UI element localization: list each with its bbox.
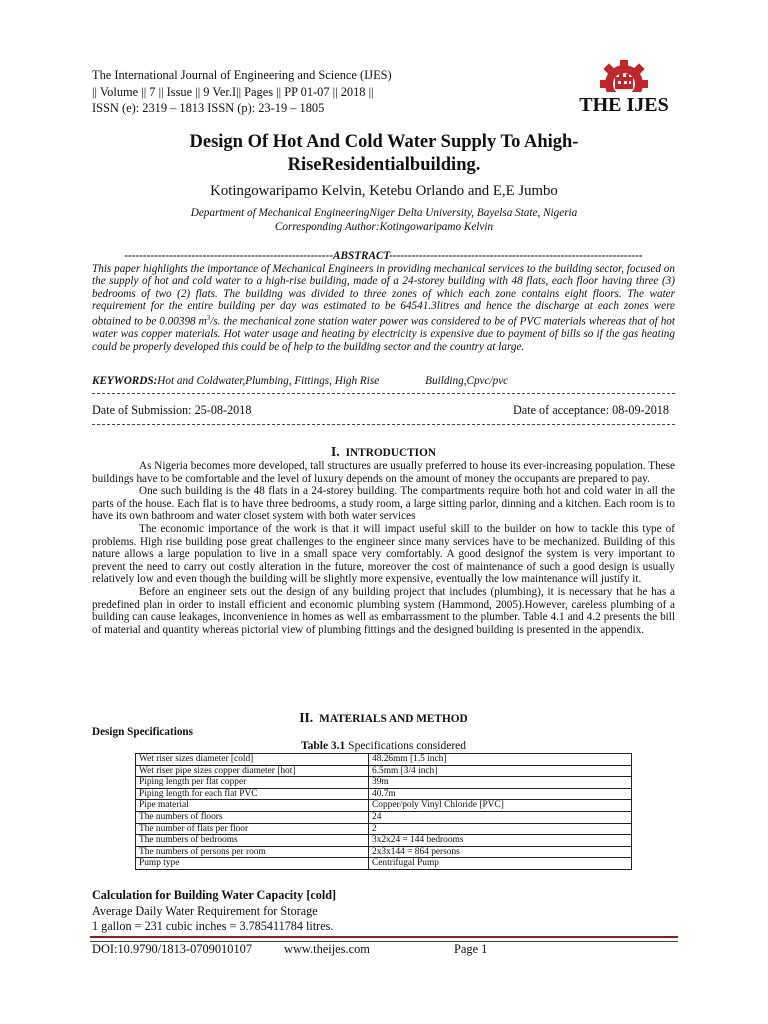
abstract-text <box>92 263 675 353</box>
table-cell: 48.26mm [1.5 inch] <box>369 754 632 766</box>
journal-website: www.theijes.com <box>284 942 370 956</box>
title-line-1: Design Of Hot And Cold Water Supply To Ahigh- <box>189 132 579 152</box>
table-row <box>136 846 632 858</box>
abstract-part-1: This paper highlights the importance of Mechanical Engineers in providing mechanical services to the building sector, focused on the supply of hot and cold water to a high-rise building, made of a 24-storey building with 48 flats, each floor having three (3) bedrooms of two (2) flats. The building was divided to three zones of which each zone contains eight floors. The water requirement for the entire building per day was estimated to be 64541.3litres and hence the discharge at each zones were obtained to be 0.00398 m <box>92 263 675 328</box>
acceptance-date: Date of acceptance: 08-09-2018 <box>513 403 669 417</box>
keywords-tail: Building,Cpvc/pvc <box>425 375 509 387</box>
specifications-table <box>135 753 632 870</box>
design-spec-heading: Design Specifications <box>92 726 193 738</box>
table-row <box>136 823 632 835</box>
table-cell: The numbers of floors <box>136 811 369 823</box>
section-title: INTRODUCTION <box>345 447 437 459</box>
table-cell: 2 <box>369 823 632 835</box>
table-caption-text: Specifications considered <box>345 740 467 752</box>
table-cell: Wet riser sizes diameter [cold] <box>136 754 369 766</box>
abstract-part-2: /s. the mechanical zone station water power was considered to be of PVC materials whereas that of hot water was copper materials. Hot water usage and heating by electricity is expensive due to payment of bills so if the gas heating could be properly developed this could be of help to the building sector and the country at large. <box>92 315 675 353</box>
intro-paragraph: Before an engineer sets out the design of any building project that includes (plumbing), it is necessary that he has a predefined plan in order to install efficient and economic plumbing system (Hammond, 2005).However, careless plumbing of a building can cause leakages, inconvenience in homes as well as embarrassment to the plumber. Table 4.1 and 4.2 presents the bill of material and quantity whereas pictorial view of plumbing fittings and the designed building is presented in the appendix. <box>92 585 675 636</box>
calc-line: 1 gallon = 231 cubic inches = 3.785411784 litres. <box>92 919 334 933</box>
calc-heading: Calculation for Building Water Capacity [cold] <box>92 888 337 902</box>
abstract-superscript: 3 <box>206 314 211 323</box>
affiliation-block <box>80 206 688 234</box>
table-caption-label: Table 3.1 <box>300 740 346 752</box>
table-cell: Piping length for each flat PVC <box>136 788 369 800</box>
volume-info: || Volume || 7 || Issue || 9 Ver.I|| Pages || PP 01-07 || 2018 || <box>92 84 374 99</box>
affiliation: Department of Mechanical EngineeringNiger Delta University, Bayelsa State, Nigeria <box>190 207 578 219</box>
table-cell: Wet riser pipe sizes copper diameter [hot] <box>136 765 369 777</box>
divider-top <box>92 393 675 394</box>
table-cell: Piping length per flat copper <box>136 777 369 789</box>
table-cell: 2x3x144 = 864 persons <box>369 846 632 858</box>
table-cell: 39m <box>369 777 632 789</box>
intro-paragraph: As Nigeria becomes more developed, tall structures are usually preferred to house its ever-increasing population. These buildings have to be comfortable and the level of luxury depends on the amount of money the occupants are prepared to pay. <box>92 460 675 485</box>
table-row <box>136 800 632 812</box>
table-cell: The number of flats per floor <box>136 823 369 835</box>
table-cell: 40.7m <box>369 788 632 800</box>
section-number: II. <box>299 710 314 725</box>
section-title: MATERIALS AND METHOD <box>319 713 468 725</box>
calculation-block <box>92 888 336 935</box>
table-row <box>136 765 632 777</box>
authors: Kotingowaripamo Kelvin, Ketebu Orlando and E,E Jumbo <box>210 183 558 199</box>
keywords <box>92 375 675 388</box>
doi: DOI:10.9790/1813-0709010107 <box>92 942 253 956</box>
table-cell: 3x2x24 = 144 bedrooms <box>369 835 632 847</box>
intro-paragraph: The economic importance of the work is that it will impact useful skill to the builder on how to tackle this type of problems. High rise building pose great challenges to the engineer since many services have to be mechanized. Building of this nature allows a large population to live in a small space very comfortably. A good designof the system is very important to prevent the need to carry out costly alteration in the future, moreover the cost of maintenance of such a good design is usually relatively low and even though the building will be slightly more expensive, eventually the low maintenance will justify it. <box>92 522 675 586</box>
section-heading-introduction <box>92 445 675 460</box>
corresponding-author: Corresponding Author:Kotingowaripamo Kelvin <box>274 221 494 233</box>
table-caption <box>92 740 675 752</box>
dates-row <box>92 403 675 417</box>
table-row <box>136 754 632 766</box>
journal-name: The International Journal of Engineering and Science (IJES) <box>92 68 392 82</box>
table-row <box>136 777 632 789</box>
intro-paragraph: One such building is the 48 flats in a 24-storey building. The compartments require both hot and cold water in all the parts of the house. Each flat is to have three bedrooms, a study room, a large sitting parlor, dinning and a kitchen. Each room is to have its own bathroom and water closet system with both water services <box>92 485 675 523</box>
keywords-text: Hot and Coldwater,Plumbing, Fittings, High Rise <box>157 375 380 387</box>
table-row <box>136 811 632 823</box>
table-cell: Copper/poly Vinyl Chloride [PVC] <box>369 800 632 812</box>
title-line-2: RiseResidentialbuilding. <box>287 155 481 175</box>
journal-header <box>92 67 392 117</box>
divider-bottom <box>92 424 675 425</box>
table-row <box>136 835 632 847</box>
submission-date: Date of Submission: 25-08-2018 <box>92 403 252 417</box>
calc-line: Average Daily Water Requirement for Storage <box>92 903 318 918</box>
ijes-logo <box>571 60 677 118</box>
issn-info: ISSN (e): 2319 – 1813 ISSN (p): 23-19 – 1805 <box>92 101 325 115</box>
table-cell: Pump type <box>136 858 369 870</box>
logo-text: THE IJES <box>579 94 669 116</box>
table-cell: The numbers of persons per room <box>136 846 369 858</box>
table-cell: 6.5mm [3/4 inch] <box>369 765 632 777</box>
paper-title <box>80 131 688 177</box>
introduction-body <box>92 460 675 636</box>
keywords-label: KEYWORDS: <box>92 375 158 387</box>
page-number: Page 1 <box>454 942 488 956</box>
table-cell: Pipe material <box>136 800 369 812</box>
table-row <box>136 858 632 870</box>
table-cell: The numbers of bedrooms <box>136 835 369 847</box>
section-number: I. <box>330 444 340 459</box>
section-heading-materials <box>92 711 675 726</box>
table-cell: 24 <box>369 811 632 823</box>
abstract-heading: --------------------------------------------------------ABSTRACT-------------------------------------------------------------------- <box>124 250 643 262</box>
ijes-logo-graphic <box>571 60 677 118</box>
table-cell: Centrifugal Pump <box>369 858 632 870</box>
table-row <box>136 788 632 800</box>
